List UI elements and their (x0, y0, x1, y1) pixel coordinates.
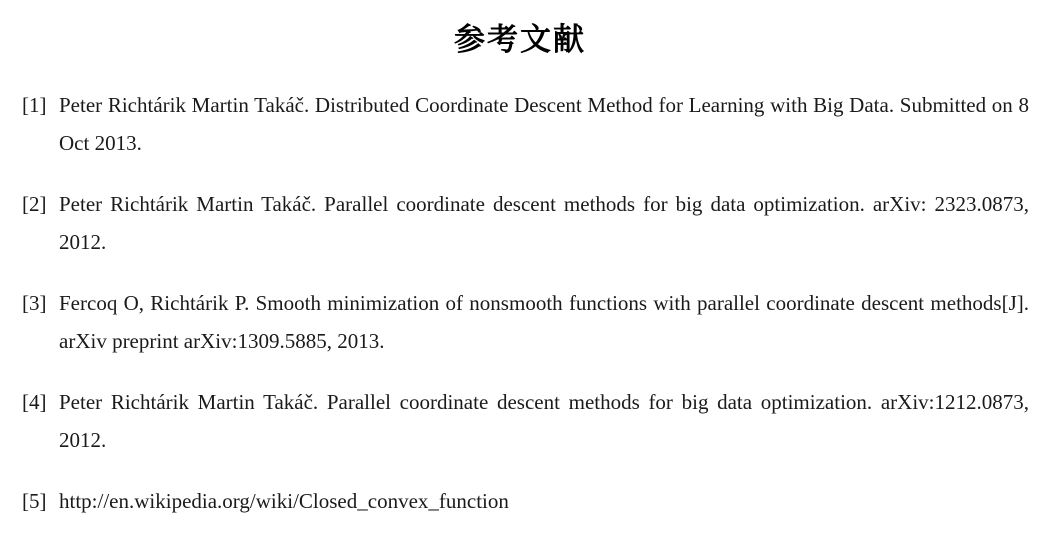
reference-number: [3] (22, 291, 47, 315)
reference-item (0, 86, 1040, 162)
reference-text: Peter Richtárik Martin Takáč. Parallel coordinate descent methods for big data optimization. arXiv:1212.0873, 2012. (59, 390, 1029, 452)
reference-number: [5] (22, 489, 47, 513)
reference-list (0, 86, 1040, 543)
reference-text: Peter Richtárik Martin Takáč. Parallel coordinate descent methods for big data optimization. arXiv: 2323.0873, 2012. (59, 192, 1029, 254)
reference-number: [4] (22, 390, 47, 414)
reference-item (0, 185, 1040, 261)
reference-number: [2] (22, 192, 47, 216)
reference-item (0, 383, 1040, 459)
references-heading: 参考文献 (454, 22, 586, 58)
reference-number: [1] (22, 93, 47, 117)
reference-text: Peter Richtárik Martin Takáč. Distributed Coordinate Descent Method for Learning with Big Data. Submitted on 8 Oct 2013. (59, 93, 1029, 155)
reference-link[interactable]: http://en.wikipedia.org/wiki/Closed_convex_function (59, 489, 509, 513)
reference-item (0, 482, 1040, 520)
reference-text: Fercoq O, Richtárik P. Smooth minimization of nonsmooth functions with parallel coordinate descent methods[J]. arXiv preprint arXiv:1309.5885, 2013. (59, 291, 1029, 353)
reference-item (0, 284, 1040, 360)
